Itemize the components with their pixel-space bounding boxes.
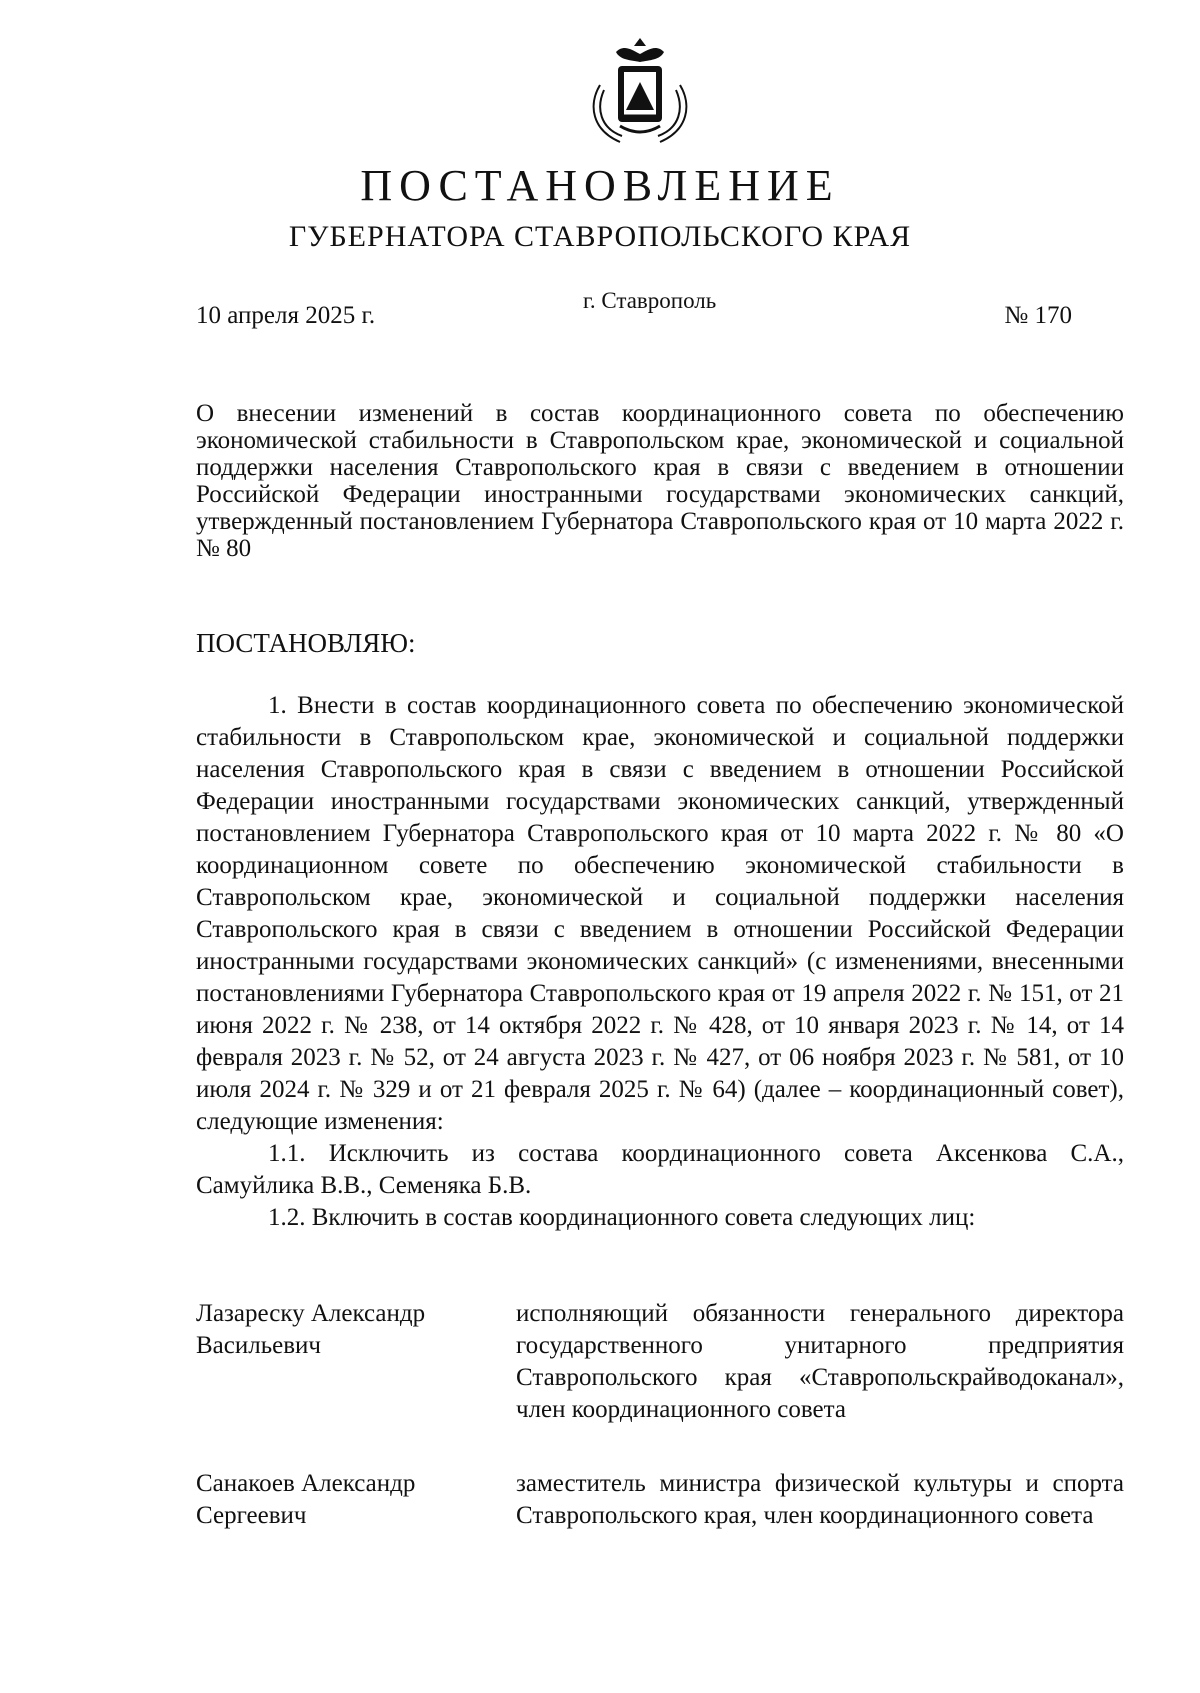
member-surname-name: Лазареску Александр <box>196 1300 426 1327</box>
document-number: № 170 <box>1004 302 1072 329</box>
document-body <box>196 690 1124 1234</box>
member-surname-name: Санакоев Александр <box>196 1470 416 1497</box>
member-entry <box>196 1468 1124 1532</box>
member-entry <box>196 1298 1124 1426</box>
paragraph-1-1: 1.1. Исключить из состава координационного совета Аксенкова С.А., Самуйлика В.В., Семеняка Б.В. <box>196 1140 1124 1199</box>
coat-of-arms-emblem <box>580 30 700 150</box>
paragraph-1: 1. Внести в состав координационного совета по обеспечению экономической стабильности в Ставропольском крае, экономической и социальной поддержки населения Ставропольского края в связи с введением в отношении Российской Федерации иностранными государствами экономических санкций, утвержденный постановлением Губернатора Ставропольского края от 10 марта 2022 г. № 80 «О координационном совете по обеспечению экономической стабильности в Ставропольском крае, экономической и социальной поддержки населения Ставропольского края в связи с введением в отношении Российской Федерации иностранными государствами экономических санкций» (с изменениями, внесенными постановлениями Губернатора Ставропольского края от 19 апреля 2022 г. № 151, от 21 июня 2022 г. № 238, от 14 октября 2022 г. № 428, от 10 января 2023 г. № 14, от 14 февраля 2023 г. № 52, от 24 августа 2023 г. № 427, от 06 ноября 2023 г. № 581, от 10 июля 2024 г. № 329 и от 21 февраля 2025 г. № 64) (далее – координационный совет), следующие изменения: <box>196 692 1124 1135</box>
member-name <box>196 1298 516 1426</box>
document-subtitle: ГУБЕРНАТОРА СТАВРОПОЛЬСКОГО КРАЯ <box>288 220 912 253</box>
member-patronymic: Сергеевич <box>196 1502 307 1529</box>
member-patronymic: Васильевич <box>196 1332 321 1359</box>
document-title: ПОСТАНОВЛЕНИЕ <box>360 161 840 210</box>
member-role: исполняющий обязанности генерального директора государственного унитарного предприятия Ставропольского края «Ставропольcкрайводоканал», член координационного совета <box>516 1300 1124 1423</box>
paragraph-1-2: 1.2. Включить в состав координационного совета следующих лиц: <box>268 1204 976 1231</box>
decree-word: ПОСТАНОВЛЯЮ: <box>196 628 416 658</box>
document-subject: О внесении изменений в состав координационного совета по обеспечению экономической стабильности в Ставропольском крае, экономической и социальной поддержки населения Ставропольского края в связи с введением в отношении Российской Федерации иностранными государствами экономических санкций, утвержденный постановлением Губернатора Ставропольского края от 10 марта 2022 г. № 80 <box>196 400 1124 562</box>
document-city: г. Ставрополь <box>583 288 717 313</box>
member-role: заместитель министра физической культуры и спорта Ставропольского края, член координационного совета <box>516 1470 1124 1529</box>
document-date: 10 апреля 2025 г. <box>196 302 376 329</box>
member-name <box>196 1468 516 1532</box>
